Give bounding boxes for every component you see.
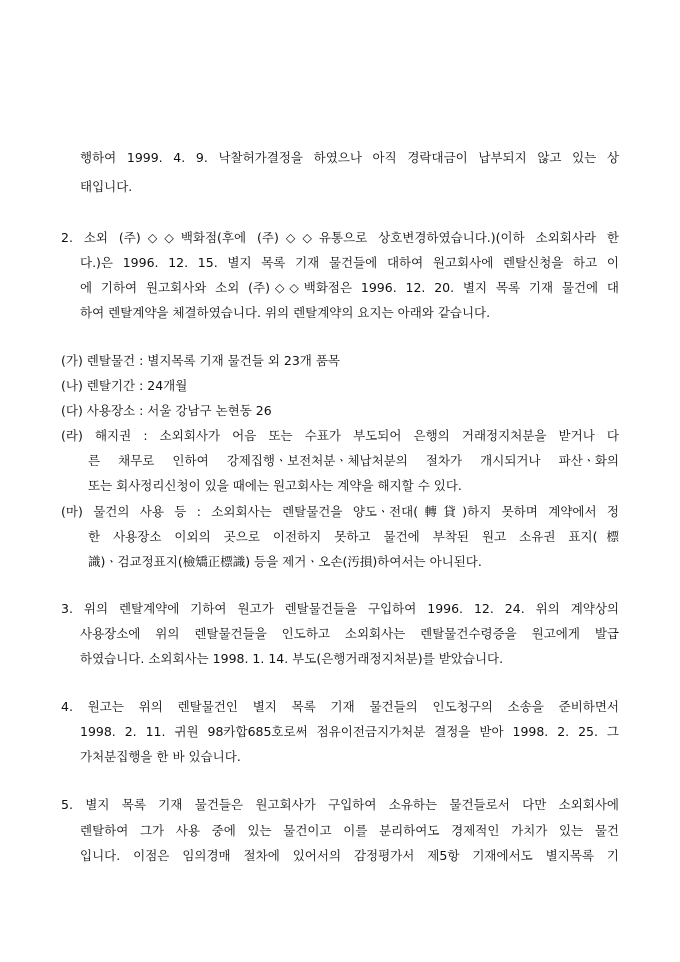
term-item-ma-line: 識)ㆍ검교정표지(檢矯正標識) 등을 제거ㆍ오손(汚損)하여서는 아니된다. [88,554,482,569]
paragraph-5-line: 렌탈하여 그가 사용 중에 있는 물건이고 이를 분리하여도 경제적인 가치가 있는 물건 [80,823,619,838]
paragraph-2-line: 다.)은 1996. 12. 15. 별지 목록 기재 물건들에 대하여 원고회사에 렌탈신청을 하고 이 [80,255,619,270]
term-item-ma-line: 한 사용장소 이외의 곳으로 이전하지 못하고 물건에 부착된 원고 소유권 표지(標 [88,529,619,544]
paragraph-4-line: 가처분집행을 한 바 있습니다. [80,749,241,764]
paragraph-2-line: 2. 소외 (주)◇◇백화점(후에 (주)◇◇유통으로 상호변경하였습니다.)(이하 소외회사라 한 [61,230,619,245]
term-item-na: (나) 렌탈기간 : 24개월 [61,378,188,393]
term-item-ra-line: (라) 해지권 : 소외회사가 어음 또는 수표가 부도되어 은행의 거래정지처분을 받거나 다 [61,428,619,443]
term-item-ga: (가) 렌탈물건 : 별지목록 기재 물건들 외 23개 품목 [61,353,341,368]
paragraph-3-line: 사용장소에 위의 렌탈물건들을 인도하고 소외회사는 렌탈물건수령증을 원고에게 발급 [80,626,619,641]
paragraph-4-line: 1998. 2. 11. 귀원 98카합685호로써 점유이전금지가처분 결정을 받아 1998. 2. 25. 그 [80,724,619,739]
term-item-ra-line: 른 채무로 인하여 강제집행ㆍ보전처분ㆍ체납처분의 절차가 개시되거나 파산ㆍ화의 [88,453,619,468]
paragraph-5-line: 5. 별지 목록 기재 물건들은 원고회사가 구입하여 소유하는 물건들로서 다만 소외회사에 [61,797,619,812]
paragraph-1-line: 태입니다. [80,179,133,194]
term-item-ra-line: 또는 회사정리신청이 있을 때에는 원고회사는 계약을 해지할 수 있다. [88,478,462,493]
paragraph-2-line: 하여 렌탈계약을 체결하였습니다. 위의 렌탈계약의 요지는 아래와 같습니다. [80,305,491,320]
paragraph-3-line: 3. 위의 렌탈계약에 기하여 원고가 렌탈물건들을 구입하여 1996. 12. 24. 위의 계약상의 [61,601,619,616]
term-item-da: (다) 사용장소 : 서울 강남구 논현동 26 [61,403,272,418]
term-item-ma-line: (마) 물건의 사용 등 : 소외회사는 렌탈물건을 양도ㆍ전대(轉貸)하지 못하며 계약에서 정 [61,504,619,519]
paragraph-4-line: 4. 원고는 위의 렌탈물건인 별지 목록 기재 물건들의 인도청구의 소송을 준비하면서 [61,699,619,714]
paragraph-1-line: 행하여 1999. 4. 9. 낙찰허가결정을 하였으나 아직 경락대금이 납부되지 않고 있는 상 [80,150,619,165]
paragraph-5-line: 입니다. 이점은 임의경매 절차에 있어서의 감정평가서 제5항 기재에서도 별지목록 기 [80,848,619,863]
paragraph-3-line: 하였습니다. 소외회사는 1998. 1. 14. 부도(은행거래정지처분)를 받았습니다. [80,651,504,666]
paragraph-2-line: 에 기하여 원고회사와 소외 (주)◇◇백화점은 1996. 12. 20. 별지 목록 기재 물건에 대 [80,280,619,295]
